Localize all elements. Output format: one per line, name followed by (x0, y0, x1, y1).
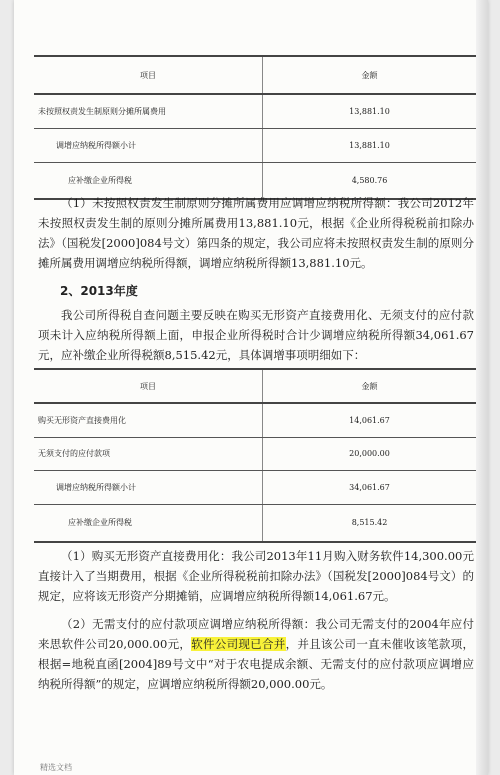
table-header-row (34, 56, 476, 94)
paragraph-1: （1）未按照权责发生制原则分摊所属费用应调增应纳税所得额：我公司2012年未按照权责发生制的原则分摊所属费用13,881.10元，根据《企业所得税税前扣除办法》（国税发[2000]084号文）第四条的规定，我公司应将未按照权责发生制的原则分摊所属费用调增应纳税所得额，调增应纳税所得额13,881.10元。 (38, 196, 474, 270)
paragraph-4-start: （2）无需支付的应付款项应调增应纳税所得额：我公司无需支付的2004年应付来思软件公司20,000.00元， (38, 617, 474, 651)
table-2012 (34, 55, 476, 200)
header-amount: 金额 (263, 369, 477, 403)
table-row (34, 94, 476, 128)
document-page (14, 0, 488, 775)
row-label: 调增应纳税所得额小计 (34, 470, 263, 504)
row-amount: 20,000.00 (263, 437, 477, 470)
table-row (34, 470, 476, 504)
header-amount: 金额 (263, 56, 477, 94)
footer-label: 精选文档 (40, 763, 72, 772)
row-label: 未按照权责发生制原则分摊所属费用 (34, 94, 263, 128)
row-amount: 8,515.42 (263, 504, 477, 542)
row-amount: 4,580.76 (263, 162, 477, 199)
header-item: 项目 (34, 369, 263, 403)
paragraph-3: （1）购买无形资产直接费用化：我公司2013年11月购入财务软件14,300.00元直接计入了当期费用，根据《企业所得税税前扣除办法》（国税发[2000]084号文）的规定，应将该无形资产分期摊销，应调增应纳税所得额14,061.67元。 (38, 549, 474, 603)
paragraph-4 (38, 614, 474, 694)
table-header-row (34, 369, 476, 403)
paragraph-4-end: ，并且该公司一直未催收该笔款项，根据=地税直函[2004]89号文中“对于农电提成余额、无需支付的应付款项应调增应纳税所得额”的规定，应调增应纳税所得额20,000.00元。 (38, 637, 475, 691)
row-label: 购买无形资产直接费用化 (34, 403, 263, 437)
row-amount: 13,881.10 (263, 94, 477, 128)
table-2013 (34, 368, 476, 543)
paragraph-2: 我公司所得税自查问题主要反映在购买无形资产直接费用化、无须支付的应付款项未计入应纳税所得额上面，申报企业所得税时合计少调增应纳税所得额34,061.67元，应补缴企业所得税额8,515.42元，具体调增事项明细如下： (38, 308, 474, 362)
row-amount: 34,061.67 (263, 470, 477, 504)
header-item: 项目 (34, 56, 263, 94)
highlighted-text: 软件公司现已合并 (191, 637, 286, 651)
row-label: 无须支付的应付款项 (34, 437, 263, 470)
row-amount: 13,881.10 (263, 128, 477, 162)
row-label: 应补缴企业所得税 (34, 162, 263, 199)
row-label: 应补缴企业所得税 (34, 504, 263, 542)
row-label: 调增应纳税所得额小计 (34, 128, 263, 162)
page-edge-shadow (476, 0, 488, 775)
table-row (34, 504, 476, 542)
table-row (34, 128, 476, 162)
table-row (34, 403, 476, 437)
heading-2013: 2、2013年度 (60, 284, 138, 298)
table-row (34, 437, 476, 470)
row-amount: 14,061.67 (263, 403, 477, 437)
